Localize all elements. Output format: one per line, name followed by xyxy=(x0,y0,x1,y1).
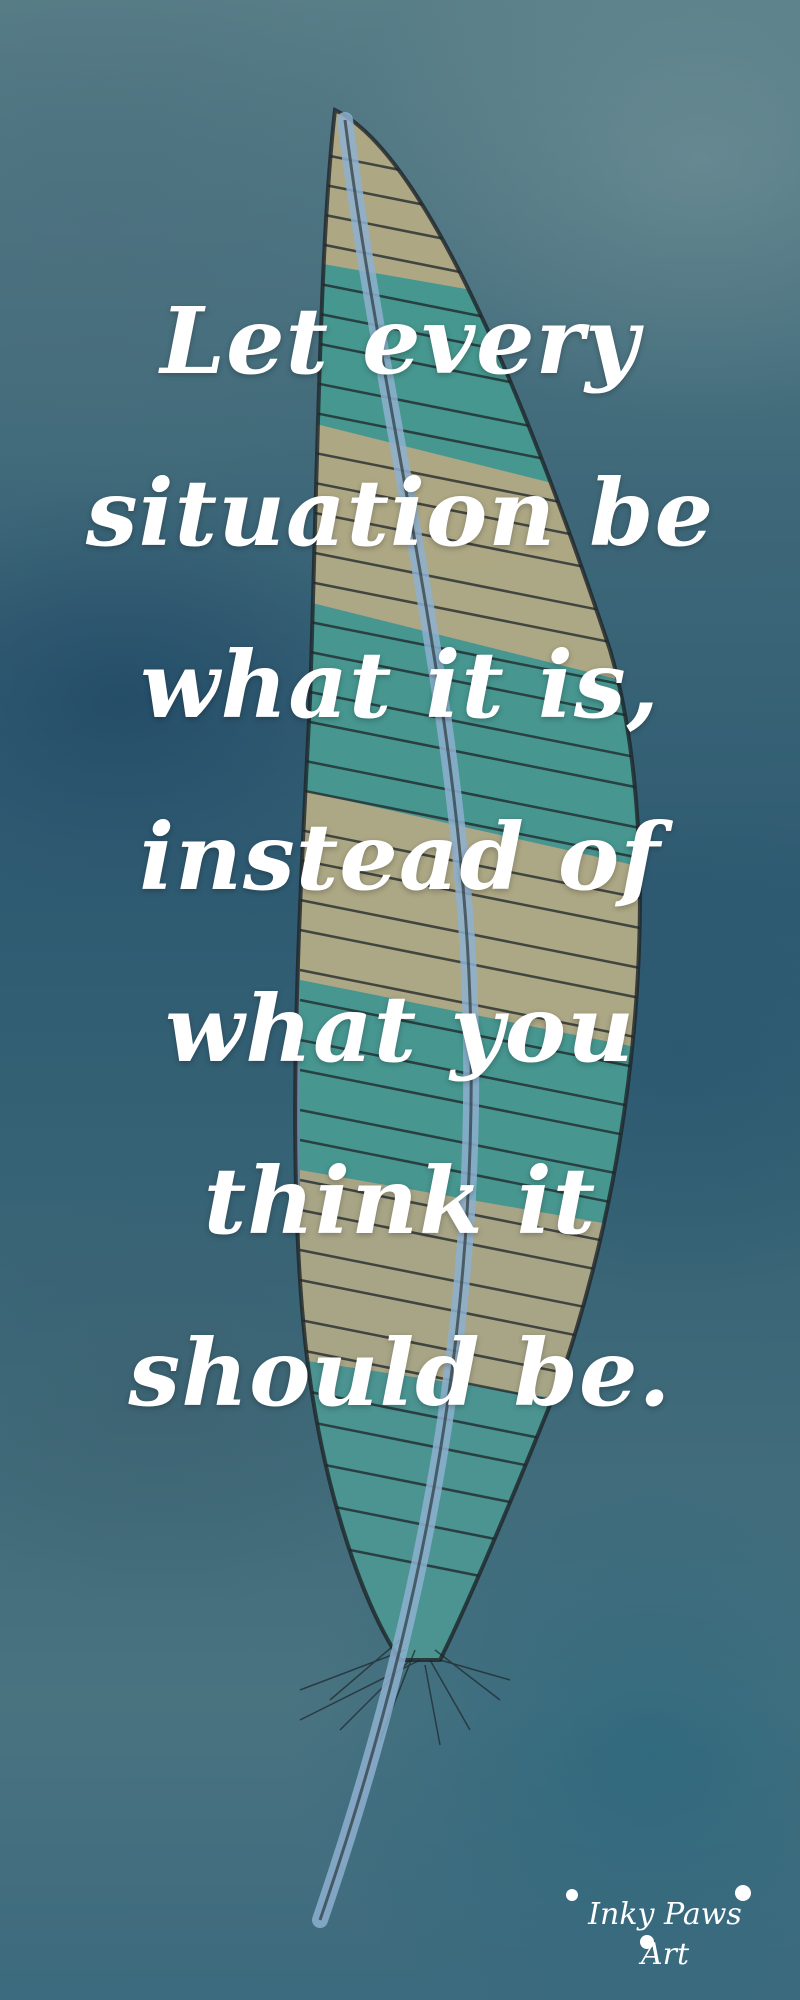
artist-signature xyxy=(560,1885,770,1972)
quote-line-3: what it is, xyxy=(140,631,660,739)
quote-line-6: think it xyxy=(203,1147,597,1255)
quote-line-4: instead of xyxy=(139,803,661,911)
quote-line-7: should be. xyxy=(128,1319,672,1427)
quote-line-2: situation be xyxy=(85,459,715,567)
quote-line-5: what you xyxy=(165,975,635,1083)
quote-text xyxy=(40,255,760,1459)
signature-text: Inky Paws Art xyxy=(588,1897,742,1972)
quote-line-1: Let every xyxy=(160,287,640,395)
